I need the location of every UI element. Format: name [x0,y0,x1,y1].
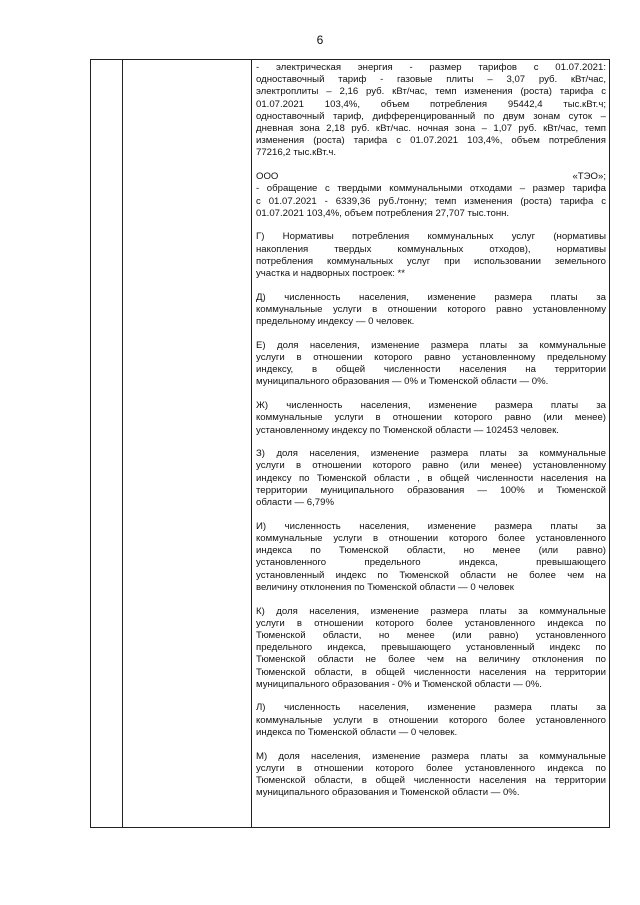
paragraph-line: муниципального образования — 0% и Тюменской области — 0%. [256,376,549,388]
paragraph-line: индексу, в общей численности населения на территории [256,364,606,376]
paragraph-line: коммунальные услуги в отношении которого равно установленному [256,303,606,315]
paragraph-line: с 01.07.2021 - 6339,36 руб./тонну; темп изменения (роста) тарифа с [256,195,606,207]
paragraph-line: установленный индекс по Тюменской области не более чем на [256,569,606,581]
paragraph-line: И) численность населения, изменение размера платы за [256,520,606,532]
paragraph-line: области — 6,79% [256,497,335,509]
paragraph-line: Тюменской области, но менее (или равно) установленного [256,629,606,641]
paragraph-line: услуги в отношении которого более установленного индекса по [256,617,606,629]
paragraph-l [256,702,606,739]
paragraph-line: Тюменской области, в общей численности населения на территории [256,666,606,678]
paragraph-z [256,448,606,509]
paragraph-i [256,521,606,594]
paragraph-line: Л) численность населения, изменение размера платы за [256,702,606,714]
paragraph-line: накопления твердых коммунальных отходов), нормативы [256,243,606,255]
paragraph-line: 01.07.2021 103,4%, объем потребления 27,707 тыс.тонн. [256,207,510,219]
paragraph-line: одноставочный тариф, дифференцированный по двум зонам суток – [256,110,606,122]
paragraph-line: индекса по Тюменской области, но менее (или равно) [256,545,606,557]
paragraph-line: услуги в отношении которого более установленного индекса по [256,762,606,774]
paragraph-line: З) доля населения, изменение размера платы за коммунальные [256,448,606,460]
paragraph-line: коммунальные услуги в отношении которого более установленного [256,714,606,726]
paragraph-line: участка и надворных построек: ** [256,268,406,280]
paragraph-line: изменения (роста) тарифа с 01.07.2021 103,4%, объем потребления [256,135,606,147]
paragraph-line: дневная зона 2,18 руб. кВт/час. ночная зона – 1,07 руб. кВт/час, темп [256,123,606,135]
paragraph-line: ООО «ТЭО»; [256,171,606,183]
paragraph-e [256,340,606,389]
paragraph-line: Тюменской области, в общей численности населения на территории [256,774,606,786]
content-cell [256,62,606,811]
paragraph-line: услуги в отношении которого равно (или менее) установленному [256,460,606,472]
paragraph-line: - электрическая энергия - размер тарифов с 01.07.2021: [256,62,606,73]
paragraph-line: М) доля населения, изменение размера платы за коммунальные [256,750,606,762]
paragraph-line: Г) Нормативы потребления коммунальных услуг (нормативы [256,231,606,243]
column-divider-2 [251,60,252,827]
paragraph-line: индексу по Тюменской области , в общей численности населения на [256,472,606,484]
paragraph-m [256,751,606,800]
paragraph-line: Д) численность населения, изменение размера платы за [256,291,606,303]
paragraph-d [256,292,606,329]
paragraph-line: предельного индекса, превышающего установленный индекс по [256,642,606,654]
paragraph-line: муниципального образования - 0% и Тюменской области — 0%. [256,678,542,690]
paragraph-line: индекса по Тюменской области — 0 человек. [256,726,458,738]
page-number: 6 [316,33,324,47]
paragraph-teo [256,171,606,220]
document-table [90,59,610,828]
paragraph-g [256,231,606,280]
paragraph-line: Е) доля населения, изменение размера платы за коммунальные [256,339,606,351]
paragraph-line: муниципального образования и Тюменской области — 0%. [256,787,520,799]
paragraph-line: 77216,2 тыс.кВт.ч. [256,147,337,159]
paragraph-electricity [256,62,606,160]
paragraph-line: коммунальные услуги в отношении которого равно (или менее) [256,412,606,424]
paragraph-line: 01.07.2021 103,4%, объем потребления 95442,4 тыс.кВт.ч; [256,98,606,110]
paragraph-line: услуги в отношении которого равно установленному предельному [256,352,606,364]
column-divider-1 [122,60,123,827]
paragraph-line: установленному индексу по Тюменской области — 102453 человек. [256,424,559,436]
paragraph-line: потребления коммунальных услуг при использовании земельного [256,255,606,267]
paragraph-zh [256,400,606,437]
paragraph-line: территории муниципального образования — 100% и Тюменской [256,484,606,496]
paragraph-line: электроплиты – 2,16 руб. кВт/час, темп изменения (роста) тарифа с [256,86,606,98]
paragraph-line: - обращение с твердыми коммунальными отходами – размер тарифа [256,183,606,195]
paragraph-k [256,606,606,691]
paragraph-line: одноставочный тариф - газовые плиты – 3,07 руб. кВт/час, [256,74,606,86]
paragraph-line: коммунальные услуги в отношении которого более установленного [256,533,606,544]
paragraph-line: Ж) численность населения, изменение размера платы за [256,400,606,412]
paragraph-line: предельному индексу — 0 человек. [256,316,415,328]
paragraph-line: Тюменской области не более чем на величину отклонения по [256,654,606,666]
paragraph-line: К) доля населения, изменение размера платы за коммунальные [256,605,606,617]
paragraph-line: установленного предельного индекса, превышающего [256,557,606,569]
paragraph-line: величину отклонения по Тюменской области — 0 человек [256,581,514,593]
